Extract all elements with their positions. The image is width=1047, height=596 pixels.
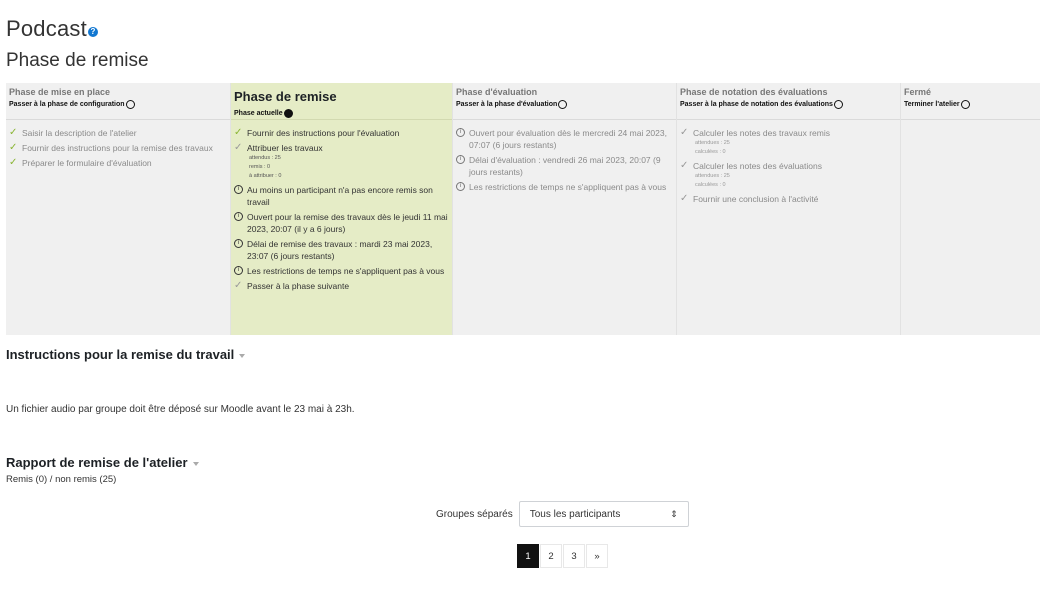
task-item xyxy=(9,142,227,154)
check-done-icon: ✓ xyxy=(9,157,18,168)
task-item xyxy=(234,127,449,139)
task-label: Ouvert pour la remise des travaux dès le jeudi 11 mai 2023, 20:07 (il y a 6 jours) xyxy=(247,212,448,234)
filled-circle-icon xyxy=(284,109,293,118)
page-title: Podcast xyxy=(6,16,87,41)
task-label: Saisir la description de l'atelier xyxy=(22,128,137,138)
instructions-heading: Instructions pour la remise du travail xyxy=(6,347,235,362)
task-label: Fournir des instructions pour l'évaluation xyxy=(247,128,400,138)
phase-title: Phase d'évaluation xyxy=(456,87,538,97)
task-label: Préparer le formulaire d'évaluation xyxy=(22,158,152,168)
task-item xyxy=(456,127,673,151)
sort-arrows-icon: ⇕ xyxy=(670,508,678,519)
page-title-row xyxy=(6,16,98,42)
task-label: Passer à la phase suivante xyxy=(247,281,350,291)
switch-phase-link[interactable] xyxy=(456,100,673,109)
switch-phase-link[interactable] xyxy=(904,100,1037,109)
circle-icon xyxy=(558,100,567,109)
task-label: Calculer les notes des travaux remis xyxy=(693,128,831,138)
task-label: Les restrictions de temps ne s'appliquent pas à vous xyxy=(247,266,445,276)
task-label: Attribuer les travaux xyxy=(247,143,323,153)
switch-phase-link[interactable] xyxy=(9,100,227,109)
report-summary: Remis (0) / non remis (25) xyxy=(6,474,117,485)
phase-task-list xyxy=(453,120,676,193)
task-detail: attendus : 25 xyxy=(249,155,281,161)
phase-action-label: Passer à la phase d'évaluation xyxy=(456,101,558,108)
pagination-next-button[interactable]: » xyxy=(586,544,608,568)
pagination-page-button[interactable]: 3 xyxy=(563,544,585,568)
info-icon: i xyxy=(456,128,465,137)
task-item xyxy=(9,157,227,169)
task-detail: remis : 0 xyxy=(249,164,271,170)
info-icon: i xyxy=(234,239,243,248)
check-todo-icon: ✓ xyxy=(234,142,243,153)
check-done-icon: ✓ xyxy=(9,127,18,138)
task-item xyxy=(680,160,897,190)
current-phase-heading: Phase de remise xyxy=(6,50,149,71)
phase-column xyxy=(6,83,231,335)
phase-header xyxy=(901,83,1040,120)
chevron-down-icon xyxy=(193,462,199,466)
workshop-planner xyxy=(6,83,1040,335)
phase-title: Phase de notation des évaluations xyxy=(680,87,828,97)
phase-action-label: Passer à la phase de configuration xyxy=(9,101,125,108)
chevron-down-icon xyxy=(239,354,245,358)
task-detail: calculées : 0 xyxy=(695,149,726,155)
task-label: Au moins un participant n'a pas encore remis son travail xyxy=(247,185,433,207)
task-item xyxy=(234,265,449,277)
task-item xyxy=(9,127,227,139)
info-icon: i xyxy=(234,212,243,221)
phase-title: Phase de mise en place xyxy=(9,87,111,97)
check-todo-icon: ✓ xyxy=(680,160,689,171)
phase-action-label: Phase actuelle xyxy=(234,110,283,117)
task-item xyxy=(456,181,673,193)
phase-title: Phase de remise xyxy=(234,89,337,104)
instructions-text: Un fichier audio par groupe doit être déposé sur Moodle avant le 23 mai à 23h. xyxy=(6,404,355,415)
info-icon: i xyxy=(234,185,243,194)
phase-column xyxy=(453,83,677,335)
phase-header xyxy=(453,83,676,120)
phase-task-list xyxy=(677,120,900,205)
task-item xyxy=(234,238,449,262)
report-heading: Rapport de remise de l'atelier xyxy=(6,455,188,470)
task-item xyxy=(680,127,897,157)
info-icon: i xyxy=(234,266,243,275)
switch-phase-link[interactable] xyxy=(680,100,897,109)
phase-column xyxy=(677,83,901,335)
task-label: Ouvert pour évaluation dès le mercredi 24 mai 2023, 07:07 (6 jours restants) xyxy=(469,128,667,150)
info-icon: i xyxy=(456,182,465,191)
phase-action-label: Terminer l'atelier xyxy=(904,101,960,108)
check-todo-icon: ✓ xyxy=(680,127,689,138)
task-label: Délai de remise des travaux : mardi 23 mai 2023, 23:07 (6 jours restants) xyxy=(247,239,433,261)
pagination xyxy=(517,544,609,568)
task-detail: attendues : 25 xyxy=(695,140,730,146)
task-label: Les restrictions de temps ne s'appliquent pas à vous xyxy=(469,182,667,192)
pagination-page-button[interactable]: 1 xyxy=(517,544,539,568)
circle-icon xyxy=(834,100,843,109)
task-detail: attendues : 25 xyxy=(695,173,730,179)
task-label: Calculer les notes des évaluations xyxy=(693,161,822,171)
report-section-toggle[interactable] xyxy=(6,455,199,470)
task-detail: calculées : 0 xyxy=(695,182,726,188)
phase-task-list xyxy=(901,120,1040,127)
circle-icon xyxy=(126,100,135,109)
phase-task-list xyxy=(6,120,230,169)
phase-column xyxy=(901,83,1040,335)
task-item xyxy=(234,142,449,181)
phase-title: Fermé xyxy=(904,87,932,97)
phase-header xyxy=(6,83,230,120)
question-circle-icon[interactable]: ? xyxy=(88,27,98,37)
task-item xyxy=(234,211,449,235)
group-select[interactable] xyxy=(519,501,689,527)
task-detail: à attribuer : 0 xyxy=(249,173,282,179)
task-label: Fournir une conclusion à l'activité xyxy=(693,194,819,204)
task-item xyxy=(234,184,449,208)
group-select-value: Tous les participants xyxy=(529,508,621,520)
phase-action-label: Passer à la phase de notation des évaluations xyxy=(680,101,833,108)
phase-task-list xyxy=(231,120,452,292)
check-done-icon: ✓ xyxy=(234,127,243,138)
task-item xyxy=(680,193,897,205)
task-item xyxy=(234,280,449,292)
phase-header xyxy=(231,83,452,120)
check-todo-icon: ✓ xyxy=(680,193,689,204)
phase-column xyxy=(231,83,453,335)
task-label: Fournir des instructions pour la remise des travaux xyxy=(22,143,213,153)
group-filter-label: Groupes séparés xyxy=(436,508,513,520)
info-icon: i xyxy=(456,155,465,164)
current-phase-indicator xyxy=(234,109,449,118)
task-item xyxy=(456,154,673,178)
instructions-section-toggle[interactable] xyxy=(6,347,245,362)
check-done-icon: ✓ xyxy=(9,142,18,153)
circle-icon xyxy=(961,100,970,109)
group-filter xyxy=(436,501,689,527)
phase-header xyxy=(677,83,900,120)
pagination-page-button[interactable]: 2 xyxy=(540,544,562,568)
check-todo-icon: ✓ xyxy=(234,280,243,291)
task-label: Délai d'évaluation : vendredi 26 mai 2023, 20:07 (9 jours restants) xyxy=(469,155,661,177)
